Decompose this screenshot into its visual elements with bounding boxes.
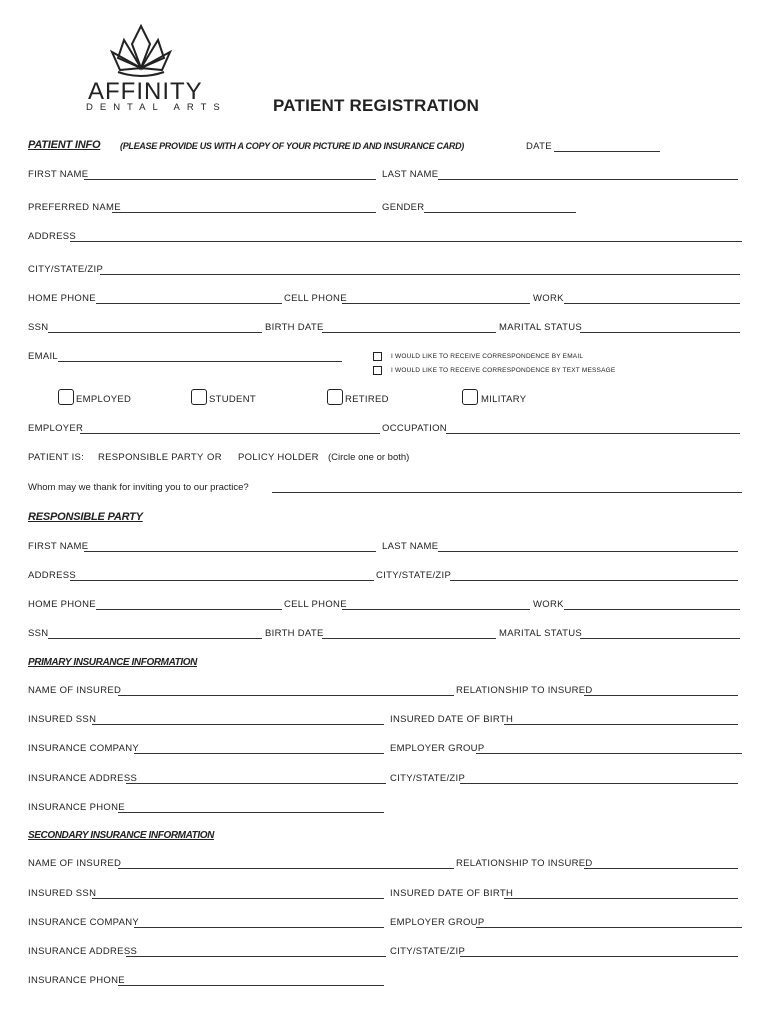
rp-birth-date-label: BIRTH DATE: [265, 628, 324, 639]
last-name-label: LAST NAME: [382, 169, 439, 180]
text-opt-checkbox[interactable]: [373, 366, 382, 375]
lotus-logo-icon: [110, 22, 172, 80]
rp-birth-date-field[interactable]: [322, 638, 496, 639]
rp-city-state-zip-field[interactable]: [450, 580, 738, 581]
preferred-name-label: PREFERRED NAME: [28, 202, 121, 213]
pi-insured-dob-label: INSURED DATE OF BIRTH: [390, 714, 514, 725]
rp-ssn-field[interactable]: [48, 638, 262, 639]
gender-label: GENDER: [382, 202, 425, 213]
address-field[interactable]: [70, 241, 742, 242]
primary-insurance-heading: PRIMARY INSURANCE INFORMATION: [28, 657, 197, 668]
page-title: PATIENT REGISTRATION: [273, 96, 480, 115]
date-field[interactable]: [554, 151, 660, 152]
first-name-field[interactable]: [84, 179, 376, 180]
patient-info-heading: PATIENT INFO: [28, 139, 101, 151]
rp-address-label: ADDRESS: [28, 570, 77, 581]
logo-name: AFFINITY: [88, 78, 203, 105]
home-phone-field[interactable]: [96, 303, 282, 304]
employed-label: EMPLOYED: [76, 394, 132, 405]
referral-label: Whom may we thank for inviting you to our practice?: [28, 482, 249, 493]
email-opt-checkbox[interactable]: [373, 352, 382, 361]
email-opt-label: I WOULD LIKE TO RECEIVE CORRESPONDENCE BY EMAIL: [391, 353, 584, 360]
retired-label: RETIRED: [345, 394, 389, 405]
pi-relationship-label: RELATIONSHIP TO INSURED: [456, 685, 593, 696]
pi-insured-dob-field[interactable]: [504, 724, 738, 725]
employer-label: EMPLOYER: [28, 423, 84, 434]
rp-address-field[interactable]: [70, 580, 374, 581]
patient-is-label: PATIENT IS:: [28, 452, 85, 463]
work-label: WORK: [533, 293, 564, 304]
pi-city-state-zip-field[interactable]: [460, 783, 738, 784]
military-checkbox[interactable]: [462, 389, 478, 405]
retired-checkbox[interactable]: [327, 389, 343, 405]
first-name-label: FIRST NAME: [28, 169, 89, 180]
birth-date-label: BIRTH DATE: [265, 322, 324, 333]
rp-last-name-field[interactable]: [438, 551, 738, 552]
rp-last-name-label: LAST NAME: [382, 541, 439, 552]
rp-work-field[interactable]: [564, 609, 740, 610]
last-name-field[interactable]: [438, 179, 738, 180]
student-checkbox[interactable]: [191, 389, 207, 405]
military-label: MILITARY: [481, 394, 527, 405]
pi-address-field[interactable]: [126, 783, 386, 784]
si-insured-ssn-label: INSURED SSN: [28, 888, 97, 899]
city-state-zip-label: CITY/STATE/ZIP: [28, 264, 104, 275]
referral-field[interactable]: [272, 492, 742, 493]
si-phone-label: INSURANCE PHONE: [28, 975, 125, 986]
gender-field[interactable]: [424, 212, 576, 213]
pi-insured-ssn-label: INSURED SSN: [28, 714, 97, 725]
policy-holder-option[interactable]: POLICY HOLDER: [238, 452, 319, 463]
rp-ssn-label: SSN: [28, 628, 49, 639]
student-label: STUDENT: [209, 394, 256, 405]
rp-work-label: WORK: [533, 599, 564, 610]
pi-employer-group-label: EMPLOYER GROUP: [390, 743, 485, 754]
circle-note: (Circle one or both): [328, 452, 410, 463]
email-label: EMAIL: [28, 351, 59, 362]
employer-field[interactable]: [80, 433, 380, 434]
si-employer-group-field[interactable]: [476, 927, 742, 928]
si-insured-dob-label: INSURED DATE OF BIRTH: [390, 888, 514, 899]
pi-name-of-insured-label: NAME OF INSURED: [28, 685, 122, 696]
si-phone-field[interactable]: [118, 985, 384, 986]
rp-cell-phone-label: CELL PHONE: [284, 599, 347, 610]
responsible-party-option[interactable]: RESPONSIBLE PARTY: [98, 452, 204, 463]
pi-name-of-insured-field[interactable]: [118, 695, 454, 696]
employed-checkbox[interactable]: [58, 389, 74, 405]
rp-home-phone-label: HOME PHONE: [28, 599, 96, 610]
si-name-of-insured-field[interactable]: [118, 868, 454, 869]
si-city-state-zip-field[interactable]: [460, 956, 738, 957]
logo-subtitle: DENTAL ARTS: [86, 102, 227, 113]
rp-first-name-field[interactable]: [84, 551, 376, 552]
rp-home-phone-field[interactable]: [96, 609, 282, 610]
responsible-party-heading: RESPONSIBLE PARTY: [28, 511, 143, 523]
text-opt-label: I WOULD LIKE TO RECEIVE CORRESPONDENCE BY TEXT MESSAGE: [391, 367, 616, 374]
birth-date-field[interactable]: [322, 332, 496, 333]
si-address-field[interactable]: [126, 956, 386, 957]
home-phone-label: HOME PHONE: [28, 293, 96, 304]
si-relationship-label: RELATIONSHIP TO INSURED: [456, 858, 593, 869]
pi-company-field[interactable]: [134, 753, 384, 754]
rp-marital-status-field[interactable]: [580, 638, 740, 639]
pi-phone-label: INSURANCE PHONE: [28, 802, 125, 813]
rp-first-name-label: FIRST NAME: [28, 541, 89, 552]
cell-phone-field[interactable]: [342, 303, 530, 304]
pi-city-state-zip-label: CITY/STATE/ZIP: [390, 773, 466, 784]
id-note: (PLEASE PROVIDE US WITH A COPY OF YOUR PICTURE ID AND INSURANCE CARD): [120, 141, 464, 151]
occupation-field[interactable]: [446, 433, 740, 434]
pi-insured-ssn-field[interactable]: [92, 724, 384, 725]
si-insured-dob-field[interactable]: [504, 898, 738, 899]
pi-phone-field[interactable]: [118, 812, 384, 813]
pi-address-label: INSURANCE ADDRESS: [28, 773, 138, 784]
rp-cell-phone-field[interactable]: [342, 609, 530, 610]
preferred-name-field[interactable]: [112, 212, 376, 213]
secondary-insurance-heading: SECONDARY INSURANCE INFORMATION: [28, 830, 214, 841]
pi-company-label: INSURANCE COMPANY: [28, 743, 140, 754]
city-state-zip-field[interactable]: [100, 274, 740, 275]
email-field[interactable]: [58, 361, 342, 362]
or-label: OR: [207, 452, 222, 463]
cell-phone-label: CELL PHONE: [284, 293, 347, 304]
rp-marital-status-label: MARITAL STATUS: [499, 628, 583, 639]
marital-status-field[interactable]: [580, 332, 740, 333]
ssn-field[interactable]: [48, 332, 262, 333]
work-field[interactable]: [564, 303, 740, 304]
marital-status-label: MARITAL STATUS: [499, 322, 583, 333]
si-company-field[interactable]: [134, 927, 384, 928]
si-address-label: INSURANCE ADDRESS: [28, 946, 138, 957]
pi-employer-group-field[interactable]: [476, 753, 742, 754]
si-employer-group-label: EMPLOYER GROUP: [390, 917, 485, 928]
rp-city-state-zip-label: CITY/STATE/ZIP: [376, 570, 452, 581]
si-insured-ssn-field[interactable]: [92, 898, 384, 899]
address-label: ADDRESS: [28, 231, 77, 242]
occupation-label: OCCUPATION: [382, 423, 447, 434]
ssn-label: SSN: [28, 322, 49, 333]
si-company-label: INSURANCE COMPANY: [28, 917, 140, 928]
pi-relationship-field[interactable]: [584, 695, 738, 696]
si-name-of-insured-label: NAME OF INSURED: [28, 858, 122, 869]
date-label: DATE: [526, 141, 552, 152]
si-relationship-field[interactable]: [584, 868, 738, 869]
si-city-state-zip-label: CITY/STATE/ZIP: [390, 946, 466, 957]
